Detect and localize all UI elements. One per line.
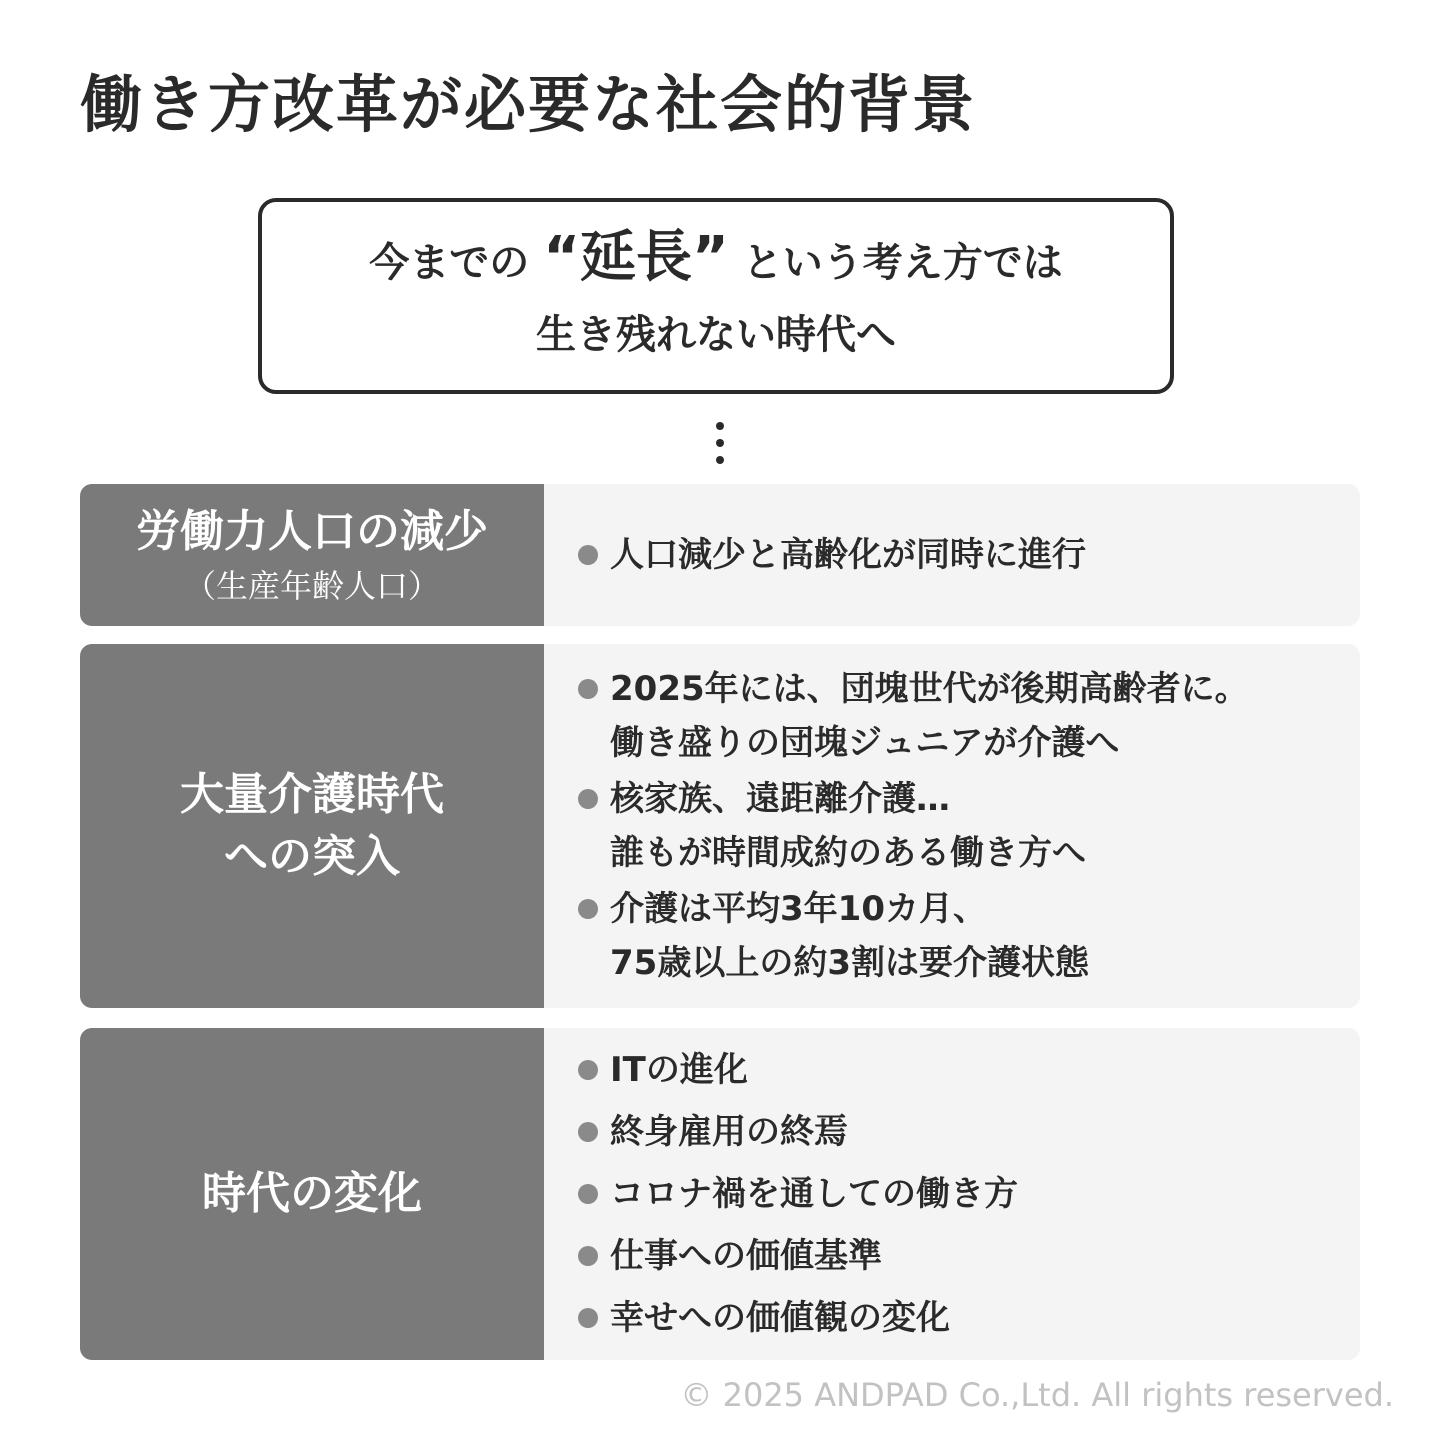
bullet-icon bbox=[578, 789, 598, 809]
bullet-icon bbox=[578, 1184, 598, 1204]
list-item-text: 介護は平均3年10カ月、 75歳以上の約3割は要介護状態 bbox=[610, 889, 1089, 983]
list-item-text: 2025年には、団塊世代が後期高齢者に。 働き盛りの団塊ジュニアが介護へ bbox=[610, 669, 1249, 763]
bullet-icon bbox=[578, 545, 598, 565]
section-heading bbox=[80, 1028, 544, 1360]
list-item bbox=[578, 662, 1360, 770]
list-item-text: 人口減少と高齢化が同時に進行 bbox=[610, 535, 1086, 575]
section-labor-force bbox=[80, 484, 1360, 626]
section-heading-title: 労働力人口の減少 bbox=[136, 506, 488, 557]
section-heading bbox=[80, 644, 544, 1008]
callout-box bbox=[258, 198, 1174, 394]
list-item-text: 核家族、遠距離介護… 誰もが時間成約のある働き方へ bbox=[610, 779, 1086, 873]
section-body bbox=[544, 1028, 1360, 1360]
list-item bbox=[578, 1039, 1360, 1101]
vertical-ellipsis-icon bbox=[715, 422, 725, 464]
copyright-notice: © 2025 ANDPAD Co.,Ltd. All rights reserved. bbox=[680, 1376, 1394, 1414]
section-nursing-care-era bbox=[80, 644, 1360, 1008]
list-item-text: 終身雇用の終焉 bbox=[610, 1112, 848, 1152]
list-item bbox=[578, 1287, 1360, 1349]
callout-emphasis: “延長” bbox=[543, 224, 729, 290]
list-item-text: ITの進化 bbox=[610, 1050, 748, 1090]
callout-line-1 bbox=[369, 222, 1062, 299]
section-heading-title: 大量介護時代 への突入 bbox=[180, 769, 444, 882]
list-item bbox=[578, 1101, 1360, 1163]
callout-text-pre: 今までの bbox=[369, 239, 530, 286]
callout-line-2: 生き残れない時代へ bbox=[536, 311, 896, 358]
bullet-icon bbox=[578, 1122, 598, 1142]
list-item bbox=[578, 1163, 1360, 1225]
section-heading-subtitle: （生産年齢人口） bbox=[183, 567, 440, 605]
list-item bbox=[578, 1225, 1360, 1287]
callout-text-post: という考え方では bbox=[742, 239, 1063, 286]
bullet-icon bbox=[578, 679, 598, 699]
section-changing-times bbox=[80, 1028, 1360, 1360]
bullet-icon bbox=[578, 1246, 598, 1266]
section-heading bbox=[80, 484, 544, 626]
bullet-icon bbox=[578, 899, 598, 919]
list-item-text: 仕事への価値基準 bbox=[610, 1236, 882, 1276]
list-item bbox=[578, 772, 1360, 880]
bullet-icon bbox=[578, 1308, 598, 1328]
list-item-text: コロナ禍を通しての働き方 bbox=[610, 1174, 1018, 1214]
list-item-text: 幸せへの価値観の変化 bbox=[610, 1298, 950, 1338]
section-heading-title: 時代の変化 bbox=[202, 1168, 422, 1219]
list-item bbox=[578, 882, 1360, 990]
bullet-icon bbox=[578, 1060, 598, 1080]
page-title: 働き方改革が必要な社会的背景 bbox=[80, 68, 977, 141]
list-item bbox=[578, 528, 1360, 582]
section-body bbox=[544, 484, 1360, 626]
section-body bbox=[544, 644, 1360, 1008]
